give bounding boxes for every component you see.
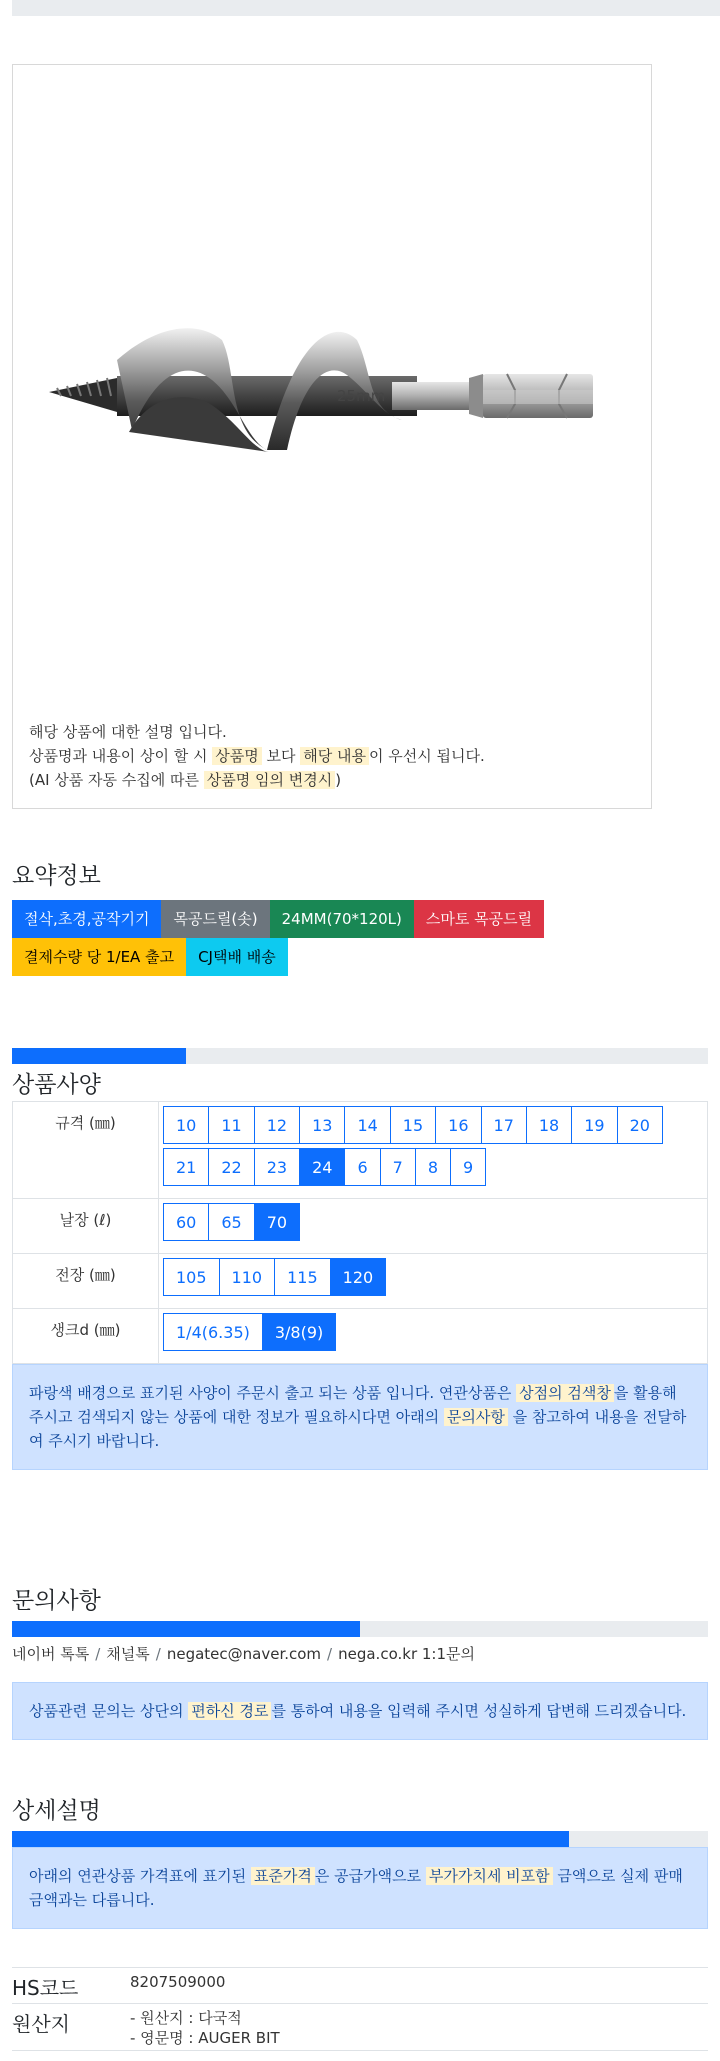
- highlight-search: 상점의 검색창: [516, 1384, 614, 1402]
- spec-row: [13, 1199, 708, 1254]
- highlight-route: 편하신 경로: [188, 1702, 271, 1720]
- spec-option[interactable]: 22: [208, 1148, 254, 1186]
- spec-row-label: 전장 (㎜): [13, 1254, 159, 1309]
- inquiry-links: 네이버 톡톡 / 채널톡 / negatec@naver.com / nega.co.kr 1:1문의: [12, 1645, 475, 1663]
- spec-row: [13, 1102, 708, 1199]
- spec-option[interactable]: 14: [344, 1106, 390, 1144]
- origin-country: - 원산지 : 다국적: [130, 2009, 242, 2027]
- highlight-inquiry: 문의사항: [444, 1408, 508, 1426]
- spec-option[interactable]: 20: [617, 1106, 663, 1144]
- spec-option[interactable]: 105: [163, 1258, 220, 1296]
- spec-row: [13, 1254, 708, 1309]
- spec-option[interactable]: 65: [208, 1203, 254, 1241]
- highlight-vat: 부가가치세 비포함: [426, 1867, 553, 1885]
- spec-option[interactable]: 17: [481, 1106, 527, 1144]
- hs-code-value: 8207509000: [130, 1973, 226, 1991]
- spec-option[interactable]: 1/4(6.35): [163, 1313, 263, 1351]
- detail-progress-fill: [12, 1831, 569, 1847]
- badge-category: 절삭,초경,공작기기: [12, 900, 161, 938]
- spec-row-label: 생크d (㎜): [13, 1309, 159, 1364]
- spec-title: 상품사양: [12, 1072, 101, 1098]
- spec-row-options: [159, 1309, 708, 1364]
- spec-option[interactable]: 23: [254, 1148, 300, 1186]
- top-divider: [12, 0, 720, 16]
- spec-option[interactable]: 9: [450, 1148, 486, 1186]
- link-naver-talk[interactable]: 네이버 톡톡: [12, 1645, 90, 1663]
- spec-option[interactable]: 7: [380, 1148, 416, 1186]
- inquiry-notice: 상품관련 문의는 상단의 편하신 경로 를 통하여 내용을 입력해 주시면 성실하게 답변해 드리겠습니다.: [12, 1682, 708, 1740]
- highlight-product-name: 상품명: [212, 747, 261, 765]
- product-image-card: [12, 64, 652, 809]
- spec-option[interactable]: 120: [330, 1258, 387, 1296]
- spec-progress-fill: [12, 1048, 186, 1064]
- link-site-inquiry[interactable]: nega.co.kr 1:1문의: [338, 1645, 475, 1663]
- spec-row-options: [159, 1102, 708, 1199]
- notes-line-1: 해당 상품에 대한 설명 입니다.: [29, 723, 227, 741]
- spec-option[interactable]: 13: [299, 1106, 345, 1144]
- info-table: [12, 1967, 708, 2051]
- spec-option[interactable]: 6: [344, 1148, 380, 1186]
- origin-values: [130, 2008, 280, 2048]
- inquiry-title: 문의사항: [12, 1588, 101, 1614]
- spec-progress-bar: [12, 1048, 708, 1064]
- spec-row-label: 날장 (ℓ): [13, 1199, 159, 1254]
- svg-text:25mm: 25mm: [337, 387, 386, 405]
- product-notes: [29, 720, 485, 792]
- spec-option[interactable]: 24: [299, 1148, 345, 1186]
- hs-code-row: [12, 1968, 708, 2004]
- spec-option[interactable]: 19: [571, 1106, 617, 1144]
- link-email[interactable]: negatec@naver.com: [166, 1645, 322, 1663]
- notes-line-2: 상품명과 내용이 상이 할 시 상품명 보다 해당 내용 이 우선시 됩니다.: [29, 747, 485, 765]
- notes-line-3: (AI 상품 자동 수집에 따른 상품명 임의 변경시 ): [29, 771, 342, 789]
- spec-row: [13, 1309, 708, 1364]
- badge-quantity: 결제수량 당 1/EA 출고: [12, 938, 186, 976]
- origin-label: 원산지: [12, 2012, 70, 2036]
- spec-option[interactable]: 18: [526, 1106, 572, 1144]
- detail-notice: 아래의 연관상품 가격표에 표기된 표준가격 은 공급가액으로 부가가치세 비포함 금액으로 실제 판매금액과는 다릅니다.: [12, 1847, 708, 1929]
- spec-option[interactable]: 11: [208, 1106, 254, 1144]
- inquiry-progress-fill: [12, 1621, 360, 1637]
- spec-option[interactable]: 8: [415, 1148, 451, 1186]
- spec-option[interactable]: 12: [254, 1106, 300, 1144]
- spec-option[interactable]: 3/8(9): [262, 1313, 336, 1351]
- spec-option[interactable]: 115: [274, 1258, 331, 1296]
- summary-badges: [12, 900, 672, 976]
- link-channel-talk[interactable]: 채널톡: [106, 1645, 150, 1663]
- spec-option[interactable]: 15: [390, 1106, 436, 1144]
- spec-option[interactable]: 70: [254, 1203, 300, 1241]
- badge-brand: 스마토 목공드릴: [414, 900, 544, 938]
- badge-type: 목공드릴(솟): [161, 900, 269, 938]
- spec-table: [12, 1101, 708, 1364]
- spec-row-options: [159, 1254, 708, 1309]
- badge-spec: 24MM(70*120L): [270, 900, 414, 938]
- spec-option[interactable]: 110: [219, 1258, 276, 1296]
- summary-title: 요약정보: [12, 863, 101, 889]
- inquiry-progress-bar: [12, 1621, 708, 1637]
- spec-option[interactable]: 21: [163, 1148, 209, 1186]
- spec-row-options: [159, 1199, 708, 1254]
- detail-title: 상세설명: [12, 1798, 101, 1824]
- spec-option[interactable]: 10: [163, 1106, 209, 1144]
- spec-option[interactable]: 60: [163, 1203, 209, 1241]
- highlight-name-change: 상품명 임의 변경시: [204, 771, 335, 789]
- origin-english-name: - 영문명 : AUGER BIT: [130, 2029, 280, 2047]
- spec-option[interactable]: 16: [435, 1106, 481, 1144]
- highlight-standard-price: 표준가격: [251, 1867, 315, 1885]
- origin-row: [12, 2004, 708, 2051]
- spec-notice: 파랑색 배경으로 표기된 사양이 주문시 출고 되는 상품 입니다. 연관상품은 상점의 검색창 을 활용해 주시고 검색되지 않는 상품에 대한 정보가 필요하시다면 아래의 문의사항 을 참고하여 내용을 전달하여 주시기 바랍니다.: [12, 1364, 708, 1470]
- spec-row-label: 규격 (㎜): [13, 1102, 159, 1199]
- highlight-content: 해당 내용: [300, 747, 369, 765]
- hs-code-label: HS코드: [12, 1976, 79, 2000]
- detail-progress-bar: [12, 1831, 708, 1847]
- badge-shipping: CJ택배 배송: [186, 938, 288, 976]
- auger-bit-image: [37, 320, 637, 490]
